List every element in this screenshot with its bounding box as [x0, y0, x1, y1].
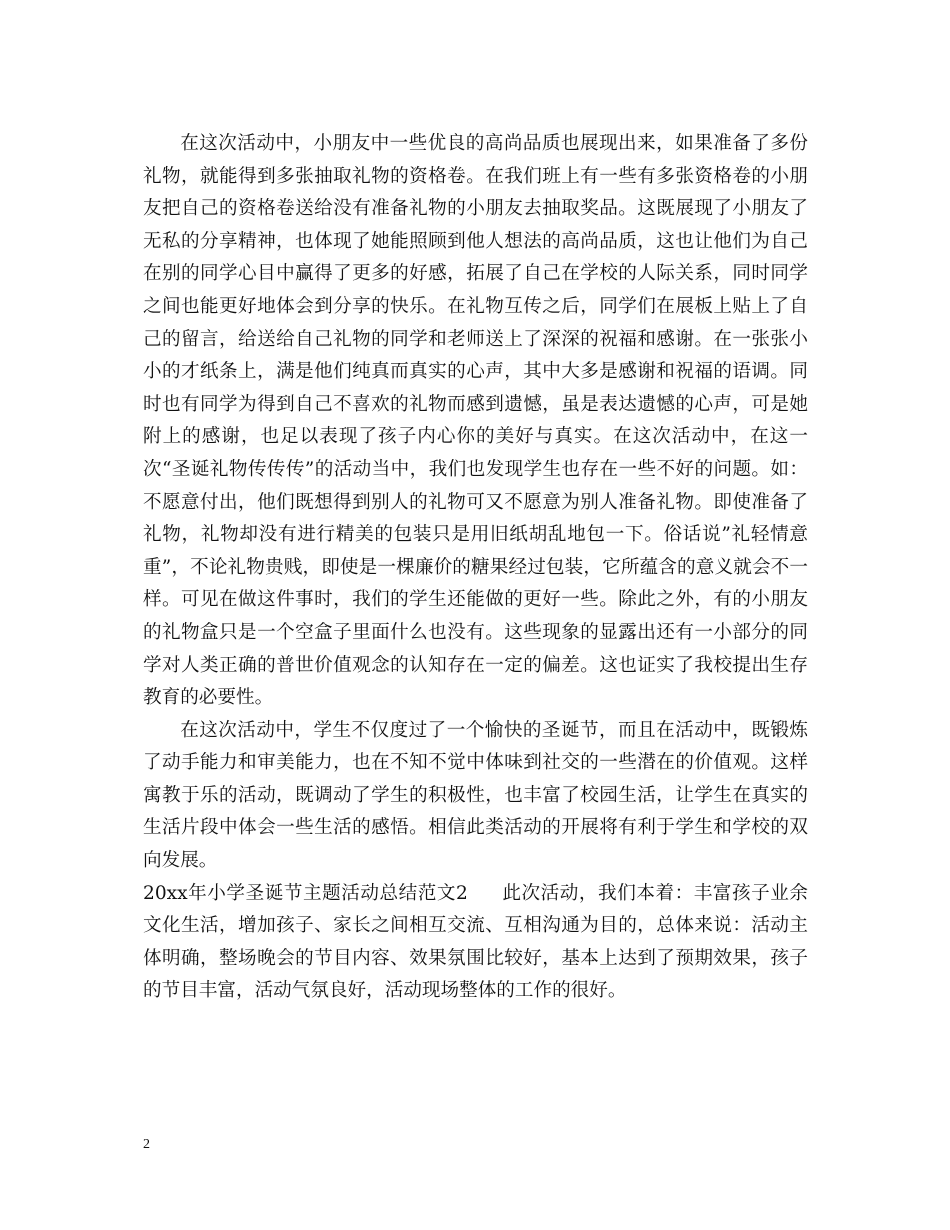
- section-text: 此次活动，我们本着：丰富孩子业余文化生活，增加孩子、家长之间相互交流、互相沟通为目的，总体来说：活动主体明确，整场晚会的节目内容、效果氛围比较好，基本上达到了预期效果，孩子的节目丰富，活动气氛良好，活动现场整体的工作的很好。: [143, 882, 808, 1002]
- section-heading: 20xx年小学圣诞节主题活动总结范文2: [143, 882, 468, 904]
- page-number: 2: [143, 1137, 150, 1152]
- paragraph-1: 在这次活动中，小朋友中一些优良的高尚品质也展现出来，如果准备了多份礼物，就能得到多张抽取礼物的资格卷。在我们班上有一些有多张资格卷的小朋友把自己的资格卷送给没有准备礼物的小朋友去抽取奖品。这既展现了小朋友了无私的分享精神，也体现了她能照顾到他人想法的高尚品质，这也让他们为自己在别的同学心目中赢得了更多的好感，拓展了自己在学校的人际关系，同时同学之间也能更好地体会到分享的快乐。在礼物互传之后，同学们在展板上贴上了自己的留言，给送给自己礼物的同学和老师送上了深深的祝福和感谢。在一张张小小的才纸条上，满是他们纯真而真实的心声，其中大多是感谢和祝福的语调。同时也有同学为得到自己不喜欢的礼物而感到遗憾，虽是表达遗憾的心声，可是她附上的感谢，也足以表现了孩子内心你的美好与真实。在这次活动中，在这一次“圣诞礼物传传传”的活动当中，我们也发现学生也存在一些不好的问题。如：不愿意付出，他们既想得到别人的礼物可又不愿意为别人准备礼物。即使准备了礼物，礼物却没有进行精美的包装只是用旧纸胡乱地包一下。俗话说”礼轻情意重”，不论礼物贵贱，即使是一棵廉价的糖果经过包装，它所蕴含的意义就会不一样。可见在做这件事时，我们的学生还能做的更好一些。除此之外，有的小朋友的礼物盒只是一个空盒子里面什么也没有。这些现象的显露出还有一小部分的同学对人类正确的普世价值观念的认知存在一定的偏差。这也证实了我校提出生存教育的必要性。: [143, 133, 808, 709]
- paragraph-2: 在这次活动中，学生不仅度过了一个愉快的圣诞节，而且在活动中，既锻炼了动手能力和审美能力，也在不知不觉中体味到社交的一些潜在的价值观。这样寓教于乐的活动，既调动了学生的积极性，也丰富了校园生活，让学生在真实的生活片段中体会一些生活的感悟。相信此类活动的开展将有利于学生和学校的双向发展。: [143, 719, 808, 872]
- section-paragraph: [143, 878, 808, 1008]
- document-body: [143, 128, 808, 1008]
